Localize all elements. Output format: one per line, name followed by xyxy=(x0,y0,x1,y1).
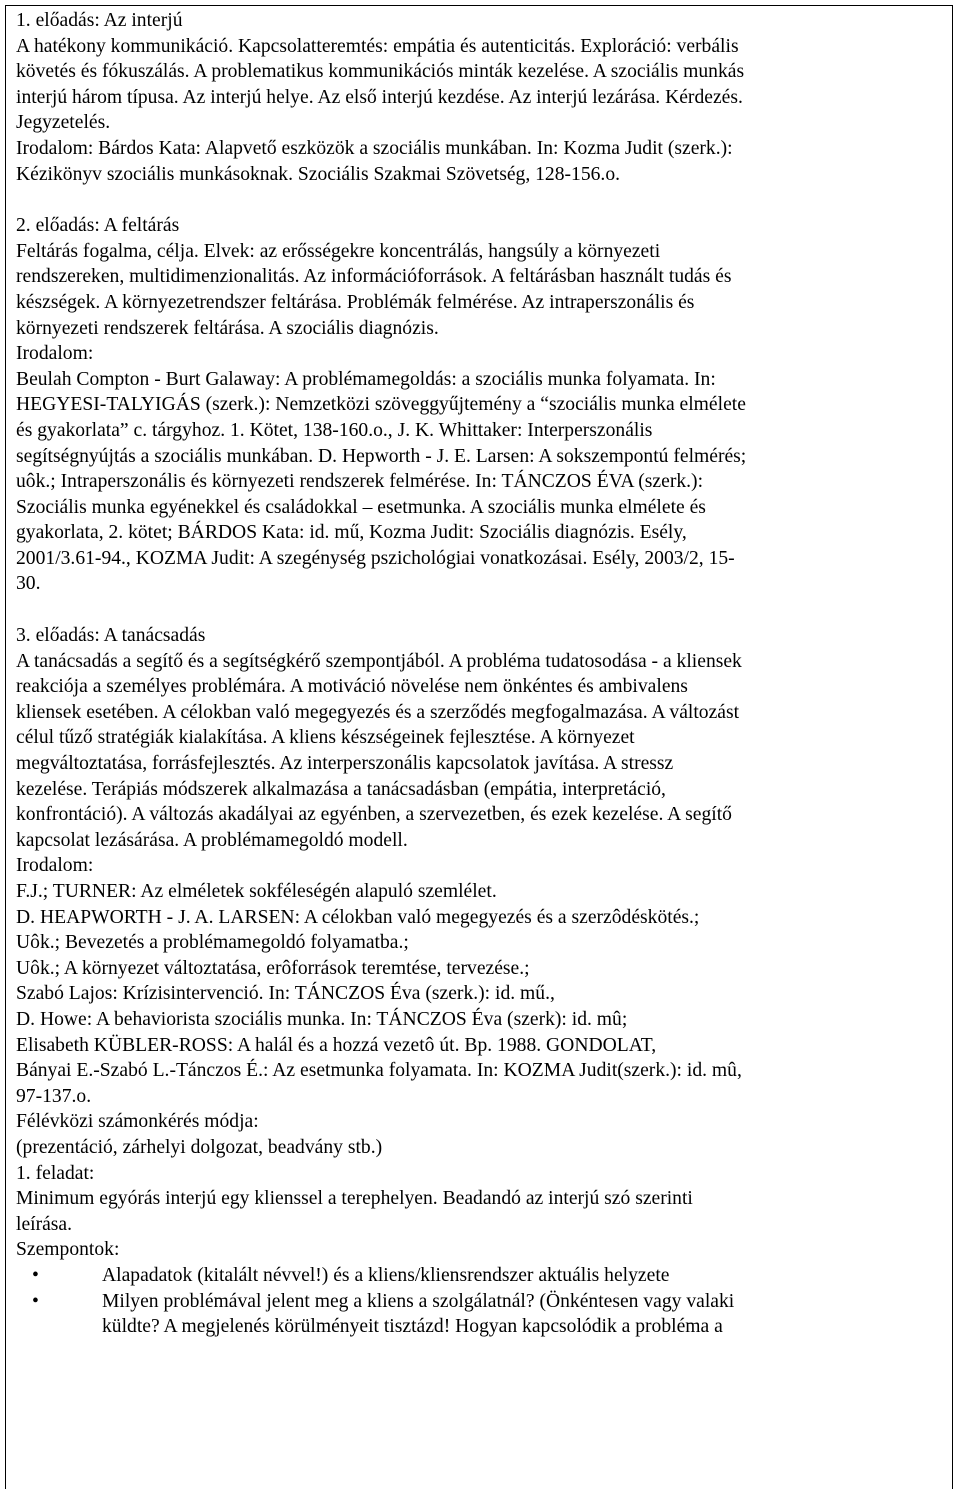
document-content xyxy=(16,8,944,1340)
list-item xyxy=(16,1289,944,1340)
text-line: D. Howe: A behaviorista szociális munka. In: TÁNCZOS Éva (szerk): id. mû; xyxy=(16,1008,628,1030)
lecture-section-3 xyxy=(16,623,944,1263)
text-line: uôk.; Intraperszonális és környezeti rendszerek felmérése. In: TÁNCZOS ÉVA (szerk.): xyxy=(16,471,704,493)
text-line: Irodalom: Bárdos Kata: Alapvető eszközök a szociális munkában. In: Kozma Judit (szerk.): xyxy=(16,137,733,159)
text-line: F.J.; TURNER: Az elméletek sokféleségén alapuló szemlélet. xyxy=(16,881,497,902)
section-gap xyxy=(16,187,944,213)
bullet-icon: • xyxy=(32,1264,39,1286)
bullet-icon: • xyxy=(32,1290,39,1312)
aspects-heading: Szempontok: xyxy=(16,1239,120,1261)
lecture-section-1 xyxy=(16,8,944,187)
text-line: készségek. A környezetrendszer feltárása. Problémák felmérése. Az intraperszonális és xyxy=(16,291,695,313)
text-line: Minimum egyórás interjú egy klienssel a terephelyen. Beadandó az interjú szó szerinti xyxy=(16,1188,693,1210)
text-line: gyakorlata, 2. kötet; BÁRDOS Kata: id. mű, Kozma Judit: Szociális diagnózis. Esély, xyxy=(16,522,687,544)
task-heading: 1. feladat: xyxy=(16,1162,95,1184)
list-item xyxy=(16,1263,944,1289)
text-line: Szabó Lajos: Krízisintervenció. In: TÁNCZOS Éva (szerk.): id. mű., xyxy=(16,983,555,1005)
list-item-text: Alapadatok (kitalált névvel!) és a kliens/kliensrendszer aktuális helyzete xyxy=(102,1264,670,1286)
text-line: környezeti rendszerek feltárása. A szociális diagnózis. xyxy=(16,317,439,339)
section-heading: 3. előadás: A tanácsadás xyxy=(16,625,206,647)
text-line: kezelése. Terápiás módszerek alkalmazása a tanácsadásban (empátia, interpretáció, xyxy=(16,778,666,800)
list-item-text: küldte? A megjelenés körülményeit tisztázd! Hogyan kapcsolódik a probléma a xyxy=(102,1316,723,1338)
text-line: és gyakorlata” c. tárgyhoz. 1. Kötet, 138-160.o., J. K. Whittaker: Interperszonális xyxy=(16,419,653,441)
text-line: segítségnyújtás a szociális munkában. D. Hepworth - J. E. Larsen: A sokszempontú felmérés; xyxy=(16,445,747,467)
text-line: megváltoztatása, forrásfejlesztés. Az interperszonális kapcsolatok javítása. A stressz xyxy=(16,753,674,775)
text-line: kliensek esetében. A célokban való megegyezés és a szerződés megfogalmazása. A változást xyxy=(16,701,740,723)
text-line: A hatékony kommunikáció. Kapcsolatteremtés: empátia és autenticitás. Exploráció: verbális xyxy=(16,35,739,57)
text-line: 2001/3.61-94., KOZMA Judit: A szegénység pszichológiai vonatkozásai. Esély, 2003/2, 15- xyxy=(16,547,735,569)
section-heading: 1. előadás: Az interjú xyxy=(16,10,183,31)
text-line: Jegyzetelés. xyxy=(16,112,111,134)
text-line: követés és fókuszálás. A problematikus kommunikációs minták kezelése. A szociális munkás xyxy=(16,61,745,83)
section-heading: 2. előadás: A feltárás xyxy=(16,215,180,237)
text-line: Kézikönyv szociális munkásoknak. Szociális Szakmai Szövetség, 128-156.o. xyxy=(16,163,621,185)
text-line: Beulah Compton - Burt Galaway: A problémamegoldás: a szociális munka folyamata. In: xyxy=(16,368,716,390)
text-line: HEGYESI-TALYIGÁS (szerk.): Nemzetközi szöveggyűjtemény a “szociális munka elmélete xyxy=(16,394,746,416)
text-line: Szociális munka egyénekkel és családokkal – esetmunka. A szociális munka elmélete és xyxy=(16,496,706,518)
text-line: konfrontáció). A változás akadályai az egyénben, a szervezetben, és ezek kezelése. A segítő xyxy=(16,804,732,826)
text-line: A tanácsadás a segítő és a segítségkérő szempontjából. A probléma tudatosodása - a kliensek xyxy=(16,650,742,672)
section-gap xyxy=(16,597,944,623)
text-line: Uôk.; A környezet változtatása, erôforrások teremtése, tervezése.; xyxy=(16,957,530,979)
text-line: Feltárás fogalma, célja. Elvek: az erősségekre koncentrálás, hangsúly a környezeti xyxy=(16,240,661,262)
text-line: (prezentáció, zárhelyi dolgozat, beadvány stb.) xyxy=(16,1136,383,1158)
text-line: 97-137.o. xyxy=(16,1085,92,1107)
aspects-list xyxy=(16,1263,944,1340)
literature-heading: Irodalom: xyxy=(16,343,94,365)
text-line: rendszereken, multidimenzionalitás. Az információforrások. A feltárásban használt tudás és xyxy=(16,266,732,288)
text-line: Bányai E.-Szabó L.-Tánczos É.: Az esetmunka folyamata. In: KOZMA Judit(szerk.): id. mû, xyxy=(16,1060,742,1082)
list-item-text: Milyen problémával jelent meg a kliens a szolgálatnál? (Önkéntesen vagy valaki xyxy=(102,1290,735,1312)
text-line: kapcsolat lezásárása. A problémamegoldó modell. xyxy=(16,829,408,851)
text-line: interjú három típusa. Az interjú helye. Az első interjú kezdése. Az interjú lezárása. Kérdezés. xyxy=(16,86,743,108)
text-line: Elisabeth KÜBLER-ROSS: A halál és a hozzá vezetô út. Bp. 1988. GONDOLAT, xyxy=(16,1034,657,1056)
lecture-section-2 xyxy=(16,213,944,597)
text-line: Uôk.; Bevezetés a problémamegoldó folyamatba.; xyxy=(16,932,409,954)
text-line: reakciója a személyes problémára. A motiváció növelése nem önkéntes és ambivalens xyxy=(16,676,688,698)
literature-heading: Irodalom: xyxy=(16,855,94,877)
text-line: célul tűző stratégiák kialakítása. A kliens készségeinek fejlesztése. A környezet xyxy=(16,727,635,749)
text-line: leírása. xyxy=(16,1213,73,1235)
assessment-heading: Félévközi számonkérés módja: xyxy=(16,1111,259,1133)
text-line: D. HEAPWORTH - J. A. LARSEN: A célokban való megegyezés és a szerzôdéskötés.; xyxy=(16,906,700,928)
text-line: 30. xyxy=(16,573,41,595)
